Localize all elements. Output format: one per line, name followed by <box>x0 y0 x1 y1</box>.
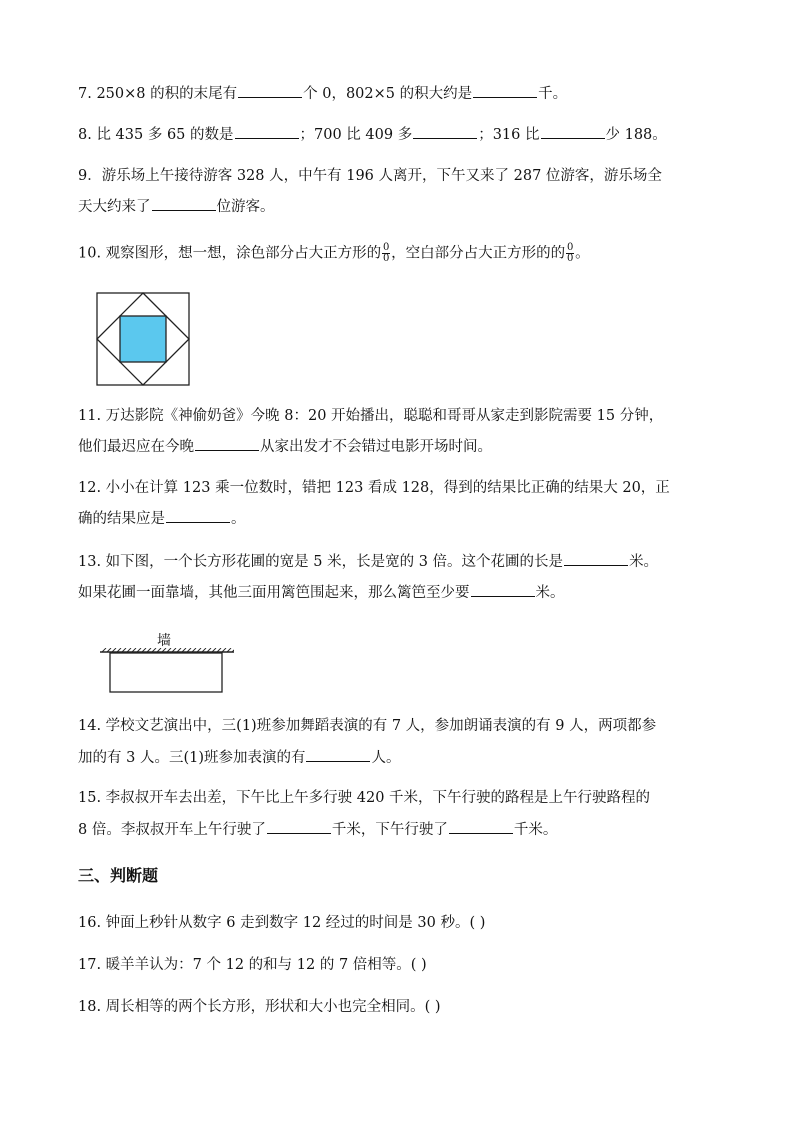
answer-blank[interactable] <box>195 436 259 451</box>
answer-blank[interactable] <box>306 747 370 762</box>
question-15-line-1: 15. 李叔叔开车去出差，下午比上午多行驶 420 千米，下午行驶的路程是上午行驶路程的 <box>78 790 651 806</box>
answer-blank[interactable] <box>267 819 331 834</box>
question-7: 7. 250×8 的积的末尾有 个 0，802×5 的积大约是 千。 <box>78 83 567 104</box>
fraction: $\frac{0}{0}$ <box>566 242 574 264</box>
answer-blank[interactable] <box>413 124 477 139</box>
fraction: $\frac{0}{0}$ <box>382 242 390 264</box>
question-11-line-2: 他们最迟应在今晚 从家出发才不会错过电影开场时间。 <box>78 436 492 457</box>
question-9-line-1: 9．游乐场上午接待游客 328 人，中午有 196 人离开，下午又来了 287 位游客，游乐场全 <box>78 168 662 184</box>
question-10: 10. 观察图形，想一想，涂色部分占大正方形的 $\frac{0}{0}$ ，空白部分占大正方形的的 $\frac{0}{0}$ 。 <box>78 242 590 264</box>
wall-label: 墙 <box>157 633 171 649</box>
garden-rectangle <box>110 653 222 692</box>
shaded-inner-square <box>120 316 166 362</box>
question-16: 16. 钟面上秒针从数字 6 走到数字 12 经过的时间是 30 秒。( ) <box>78 915 486 931</box>
question-15-line-2: 8 倍。李叔叔开车上午行驶了 千米，下午行驶了 千米。 <box>78 819 557 840</box>
answer-blank[interactable] <box>235 124 299 139</box>
square-figure <box>96 292 190 386</box>
question-12-line-1: 12. 小小在计算 123 乘一位数时，错把 123 看成 128，得到的结果比正确的结果大 20，正 <box>78 480 670 496</box>
question-9-line-2: 天大约来了 位游客。 <box>78 196 275 217</box>
question-14-line-2: 加的有 3 人。三(1)班参加表演的有 人。 <box>78 747 400 768</box>
answer-blank[interactable] <box>564 551 628 566</box>
question-17: 17. 暖羊羊认为：7 个 12 的和与 12 的 7 倍相等。( ) <box>78 957 427 973</box>
answer-blank[interactable] <box>238 83 302 98</box>
question-18: 18. 周长相等的两个长方形，形状和大小也完全相同。( ) <box>78 999 441 1015</box>
answer-blank[interactable] <box>166 508 230 523</box>
answer-blank[interactable] <box>473 83 537 98</box>
question-8: 8. 比 435 多 65 的数是 ；700 比 409 多 ；316 比 少 188。 <box>78 124 667 145</box>
question-11-line-1: 11. 万达影院《神偷奶爸》今晚 8：20 开始播出，聪聪和哥哥从家走到影院需要 15 分钟， <box>78 408 664 424</box>
answer-blank[interactable] <box>471 582 535 597</box>
garden-figure <box>100 648 234 694</box>
section-heading: 三、判断题 <box>78 866 159 885</box>
question-12-line-2: 确的结果应是 。 <box>78 508 246 529</box>
question-13-line-1: 13. 如下图，一个长方形花圃的宽是 5 米，长是宽的 3 倍。这个花圃的长是 米。 <box>78 551 658 572</box>
question-13-line-2: 如果花圃一面靠墙，其他三面用篱笆围起来，那么篱笆至少要 米。 <box>78 582 565 603</box>
answer-blank[interactable] <box>541 124 605 139</box>
answer-blank[interactable] <box>449 819 513 834</box>
question-14-line-1: 14. 学校文艺演出中，三(1)班参加舞蹈表演的有 7 人，参加朗诵表演的有 9 人，两项都参 <box>78 718 657 734</box>
answer-blank[interactable] <box>152 196 216 211</box>
